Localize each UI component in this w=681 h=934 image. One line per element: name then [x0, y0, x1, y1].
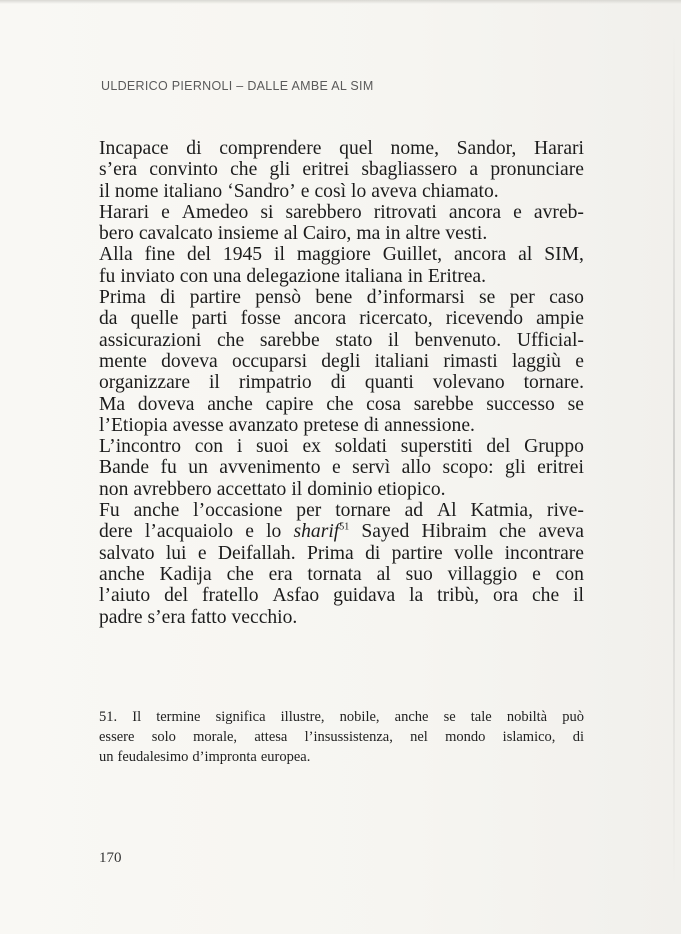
page-gutter-shadow — [673, 30, 675, 890]
body-line: padre s’era fatto vecchio. — [99, 606, 298, 628]
body-line: Incapace di comprendere quel nome, Sandor, Harari — [99, 138, 584, 159]
footnote-line: essere solo morale, attesa l’insussistenza, nel mondo islamico, di — [99, 729, 584, 745]
running-head: ULDERICO PIERNOLI – DALLE AMBE AL SIM — [101, 79, 374, 93]
body-line: organizzare il rimpatrio di quanti volevano tornare. — [99, 372, 584, 394]
body-line: Prima di partire pensò bene d’informarsi se per caso — [99, 287, 584, 309]
body-line: salvato lui e Deifallah. Prima di partire volle incontrare — [99, 542, 584, 564]
body-line: anche Kadija che era tornata al suo villaggio e con — [99, 563, 584, 585]
body-line: Fu anche l’occasione per tornare ad Al Katmia, rive- — [99, 500, 584, 522]
body-line: l’Etiopia avesse avanzato pretese di annessione. — [99, 414, 475, 436]
body-line: Harari e Amedeo si sarebbero ritrovati ancora e avreb- — [99, 201, 584, 223]
body-line: non avrebbero accettato il dominio etiopico. — [99, 478, 446, 500]
body-line: assicurazioni che sarebbe stato il benvenuto. Ufficial- — [99, 329, 584, 351]
body-line: bero cavalcato insieme al Cairo, ma in altre vesti. — [99, 223, 488, 245]
body-line: da quelle parti fosse ancora ricercato, ricevendo ampie — [99, 308, 584, 330]
italic-term: sharif — [293, 521, 340, 543]
body-line: mente doveva occuparsi degli italiani rimasti laggiù e — [99, 350, 584, 372]
body-text — [99, 138, 584, 628]
body-line: s’era convinto che gli eritrei sbagliassero a pronunciare — [99, 159, 584, 181]
body-line: Ma doveva anche capire che cosa sarebbe successo se — [99, 393, 584, 415]
body-line: il nome italiano ‘Sandro’ e così lo aveva chiamato. — [99, 180, 499, 202]
footnote-line: 51. Il termine significa illustre, nobile, anche se tale nobiltà può — [99, 709, 584, 725]
footnote-line: un feudalesimo d’impronta europea. — [99, 749, 311, 765]
body-line: L’incontro con i suoi ex soldati superstiti del Gruppo — [99, 436, 584, 458]
body-line: dere l’acquaiolo e lo sharif$^{51}$ Sayed Hibraim che aveva — [99, 521, 584, 543]
page-number: 170 — [99, 850, 122, 866]
body-line: Bande fu un avvenimento e servì allo scopo: gli eritrei — [99, 457, 584, 479]
footnote-marker: 51 — [339, 521, 350, 533]
body-line: l’aiuto del fratello Asfao guidava la tribù, ora che il — [99, 585, 584, 607]
body-line: Alla fine del 1945 il maggiore Guillet, ancora al SIM, — [99, 244, 584, 266]
footnote — [99, 707, 584, 767]
body-line: fu inviato con una delegazione italiana in Eritrea. — [99, 265, 487, 287]
page-top-edge — [0, 0, 681, 4]
